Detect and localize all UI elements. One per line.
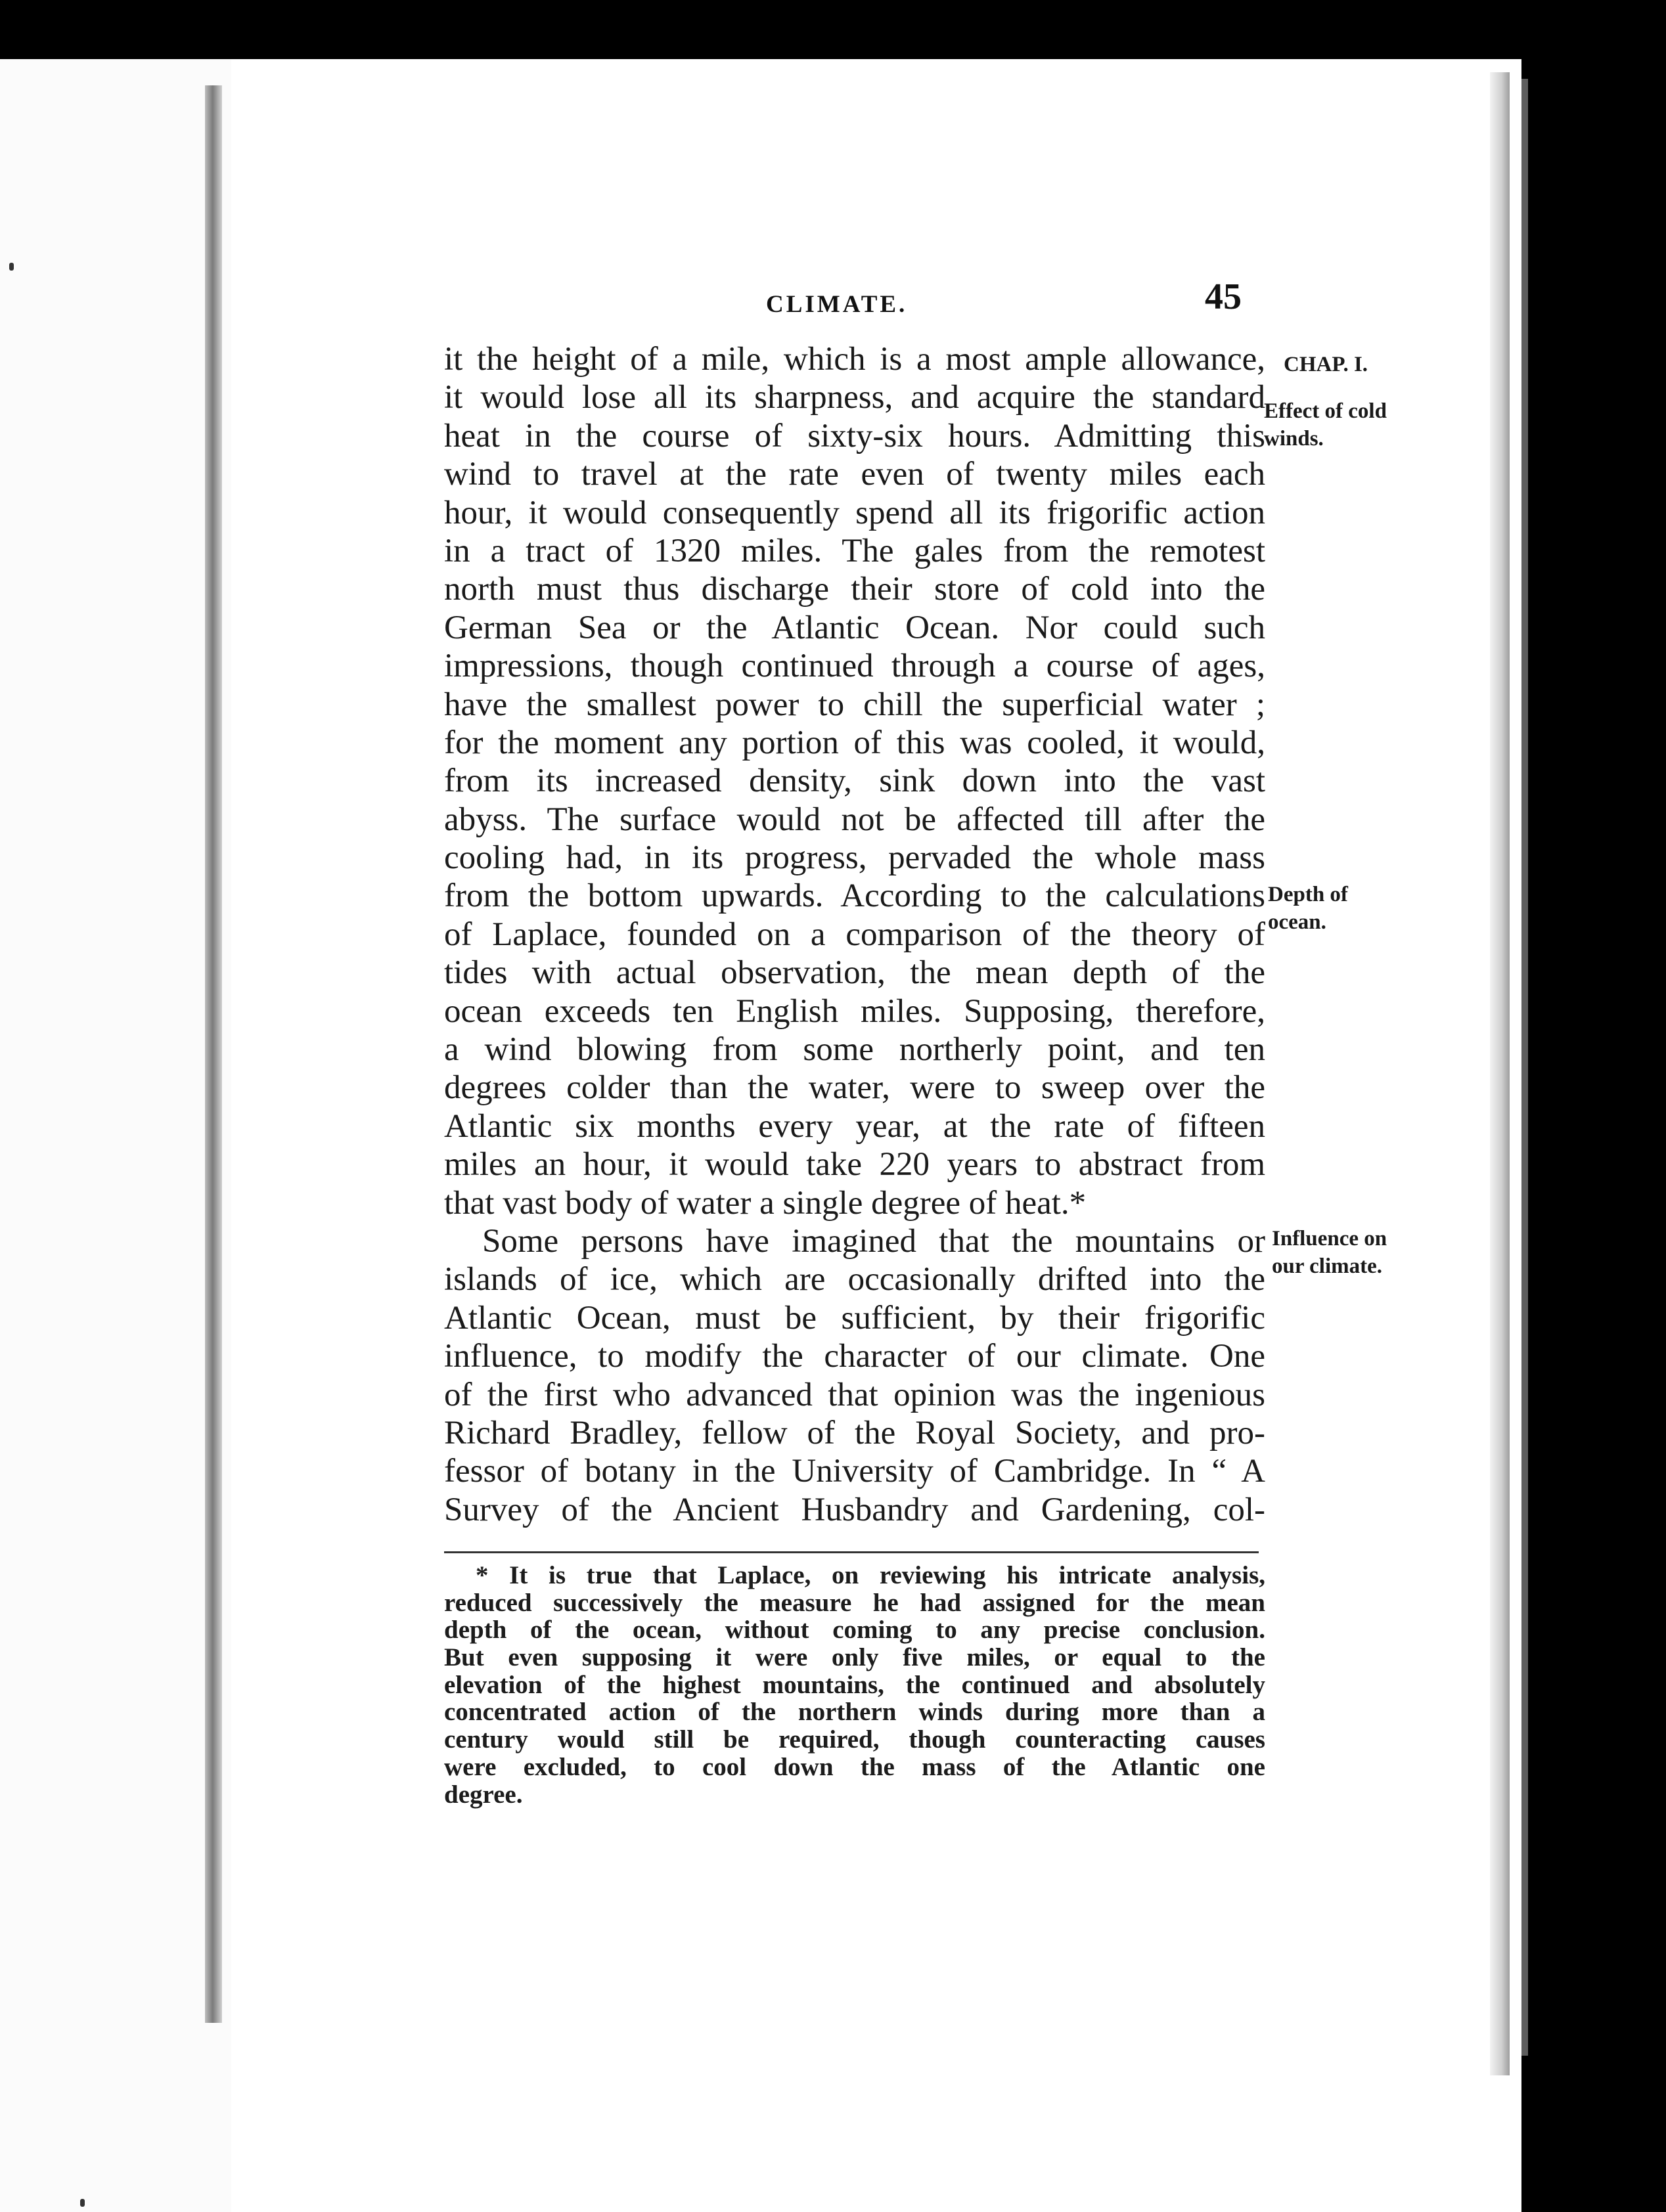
- footnote-line: degree.: [444, 1780, 523, 1809]
- text-line: fessor of botany in the University of Cambridge. In “ A: [444, 1453, 1265, 1490]
- text-line: miles an hour, it would take 220 years to abstract from: [444, 1146, 1265, 1183]
- page-number: 45: [1205, 276, 1242, 317]
- left-page-mark: [9, 263, 14, 271]
- left-page: [0, 59, 231, 2212]
- footnote-rule: [444, 1551, 1259, 1553]
- text-line: for the moment any portion of this was cooled, it would,: [444, 724, 1265, 761]
- text-line: ocean exceeds ten English miles. Supposing, therefore,: [444, 992, 1265, 1030]
- sidenote-effect-of-cold: Effect of cold: [1264, 399, 1387, 423]
- text-line: north must thus discharge their store of cold into the: [444, 571, 1265, 608]
- page-header: [444, 263, 1265, 335]
- text-line: tides with actual observation, the mean depth of the: [444, 954, 1265, 992]
- text-line: Atlantic Ocean, must be sufficient, by their frigorific: [444, 1299, 1265, 1337]
- footnote-line: concentrated action of the northern winds during more than a: [444, 1698, 1265, 1727]
- page-edge: [1490, 72, 1510, 2075]
- footnote-line: But even supposing it were only five miles, or equal to the: [444, 1643, 1265, 1672]
- left-page-mark: [80, 2199, 85, 2207]
- text-line: Atlantic six months every year, at the rate of fifteen: [444, 1107, 1265, 1145]
- footnote-line: reduced successively the measure he had assigned for the mean: [444, 1588, 1265, 1617]
- running-head: CLIMATE.: [766, 291, 908, 318]
- sidenote-chapter: CHAP. I.: [1284, 353, 1368, 376]
- sidenote-influence-on-climate-cont: our climate.: [1272, 1254, 1383, 1278]
- text-line: degrees colder than the water, were to sweep over the: [444, 1069, 1265, 1107]
- footnote-line: depth of the ocean, without coming to any precise conclusion.: [444, 1616, 1265, 1645]
- footnote: [444, 1562, 1265, 1808]
- text-line: it the height of a mile, which is a most ample allowance,: [444, 341, 1265, 378]
- sidenote-depth-of-ocean: Depth of: [1268, 883, 1348, 906]
- text-line: Richard Bradley, fellow of the Royal Society, and pro-: [444, 1414, 1265, 1451]
- footnote-line: elevation of the highest mountains, the continued and absolutely: [444, 1670, 1265, 1699]
- text-line: influence, to modify the character of our climate. One: [444, 1338, 1265, 1375]
- text-line: wind to travel at the rate even of twenty miles each: [444, 456, 1265, 493]
- body-text: [444, 340, 1265, 1529]
- text-line: of Laplace, founded on a comparison of the theory of: [444, 916, 1265, 953]
- sidenote-depth-of-ocean-cont: ocean.: [1268, 910, 1326, 934]
- text-line: cooling had, in its progress, pervaded the whole mass: [444, 839, 1265, 877]
- book-gutter: [205, 85, 222, 2023]
- text-line: a wind blowing from some northerly point, and ten: [444, 1031, 1265, 1069]
- footnote-line: were excluded, to cool down the mass of the Atlantic one: [444, 1752, 1265, 1781]
- footnote-line: century would still be required, though counteracting causes: [444, 1725, 1265, 1754]
- paragraph-end-line: that vast body of water a single degree of heat.*: [444, 1184, 1087, 1222]
- text-line: Survey of the Ancient Husbandry and Gardening, col-: [444, 1491, 1265, 1528]
- sidenote-effect-of-cold-cont: winds.: [1264, 427, 1324, 451]
- text-line: it would lose all its sharpness, and acquire the standard: [444, 379, 1265, 416]
- paragraph-start-line: Some persons have imagined that the mountains or: [482, 1222, 1265, 1260]
- text-line: of the first who advanced that opinion was the ingenious: [444, 1376, 1265, 1413]
- text-line: in a tract of 1320 miles. The gales from the remotest: [444, 532, 1265, 569]
- sidenote-influence-on-climate: Influence on: [1272, 1227, 1387, 1250]
- text-line: have the smallest power to chill the superficial water ;: [444, 686, 1265, 723]
- text-line: abyss. The surface would not be affected till after the: [444, 801, 1265, 838]
- page-edge-shadow: [1521, 79, 1528, 2056]
- footnote-line: * It is true that Laplace, on reviewing his intricate analysis,: [476, 1561, 1265, 1589]
- text-line: impressions, though continued through a course of ages,: [444, 648, 1265, 685]
- text-line: from its increased density, sink down into the vast: [444, 763, 1265, 800]
- text-line: heat in the course of sixty-six hours. Admitting this: [444, 417, 1265, 454]
- text-line: islands of ice, which are occasionally drifted into the: [444, 1261, 1265, 1298]
- text-line: from the bottom upwards. According to the calculations: [444, 877, 1265, 915]
- text-line: hour, it would consequently spend all its frigorific action: [444, 494, 1265, 531]
- text-line: German Sea or the Atlantic Ocean. Nor could such: [444, 609, 1265, 646]
